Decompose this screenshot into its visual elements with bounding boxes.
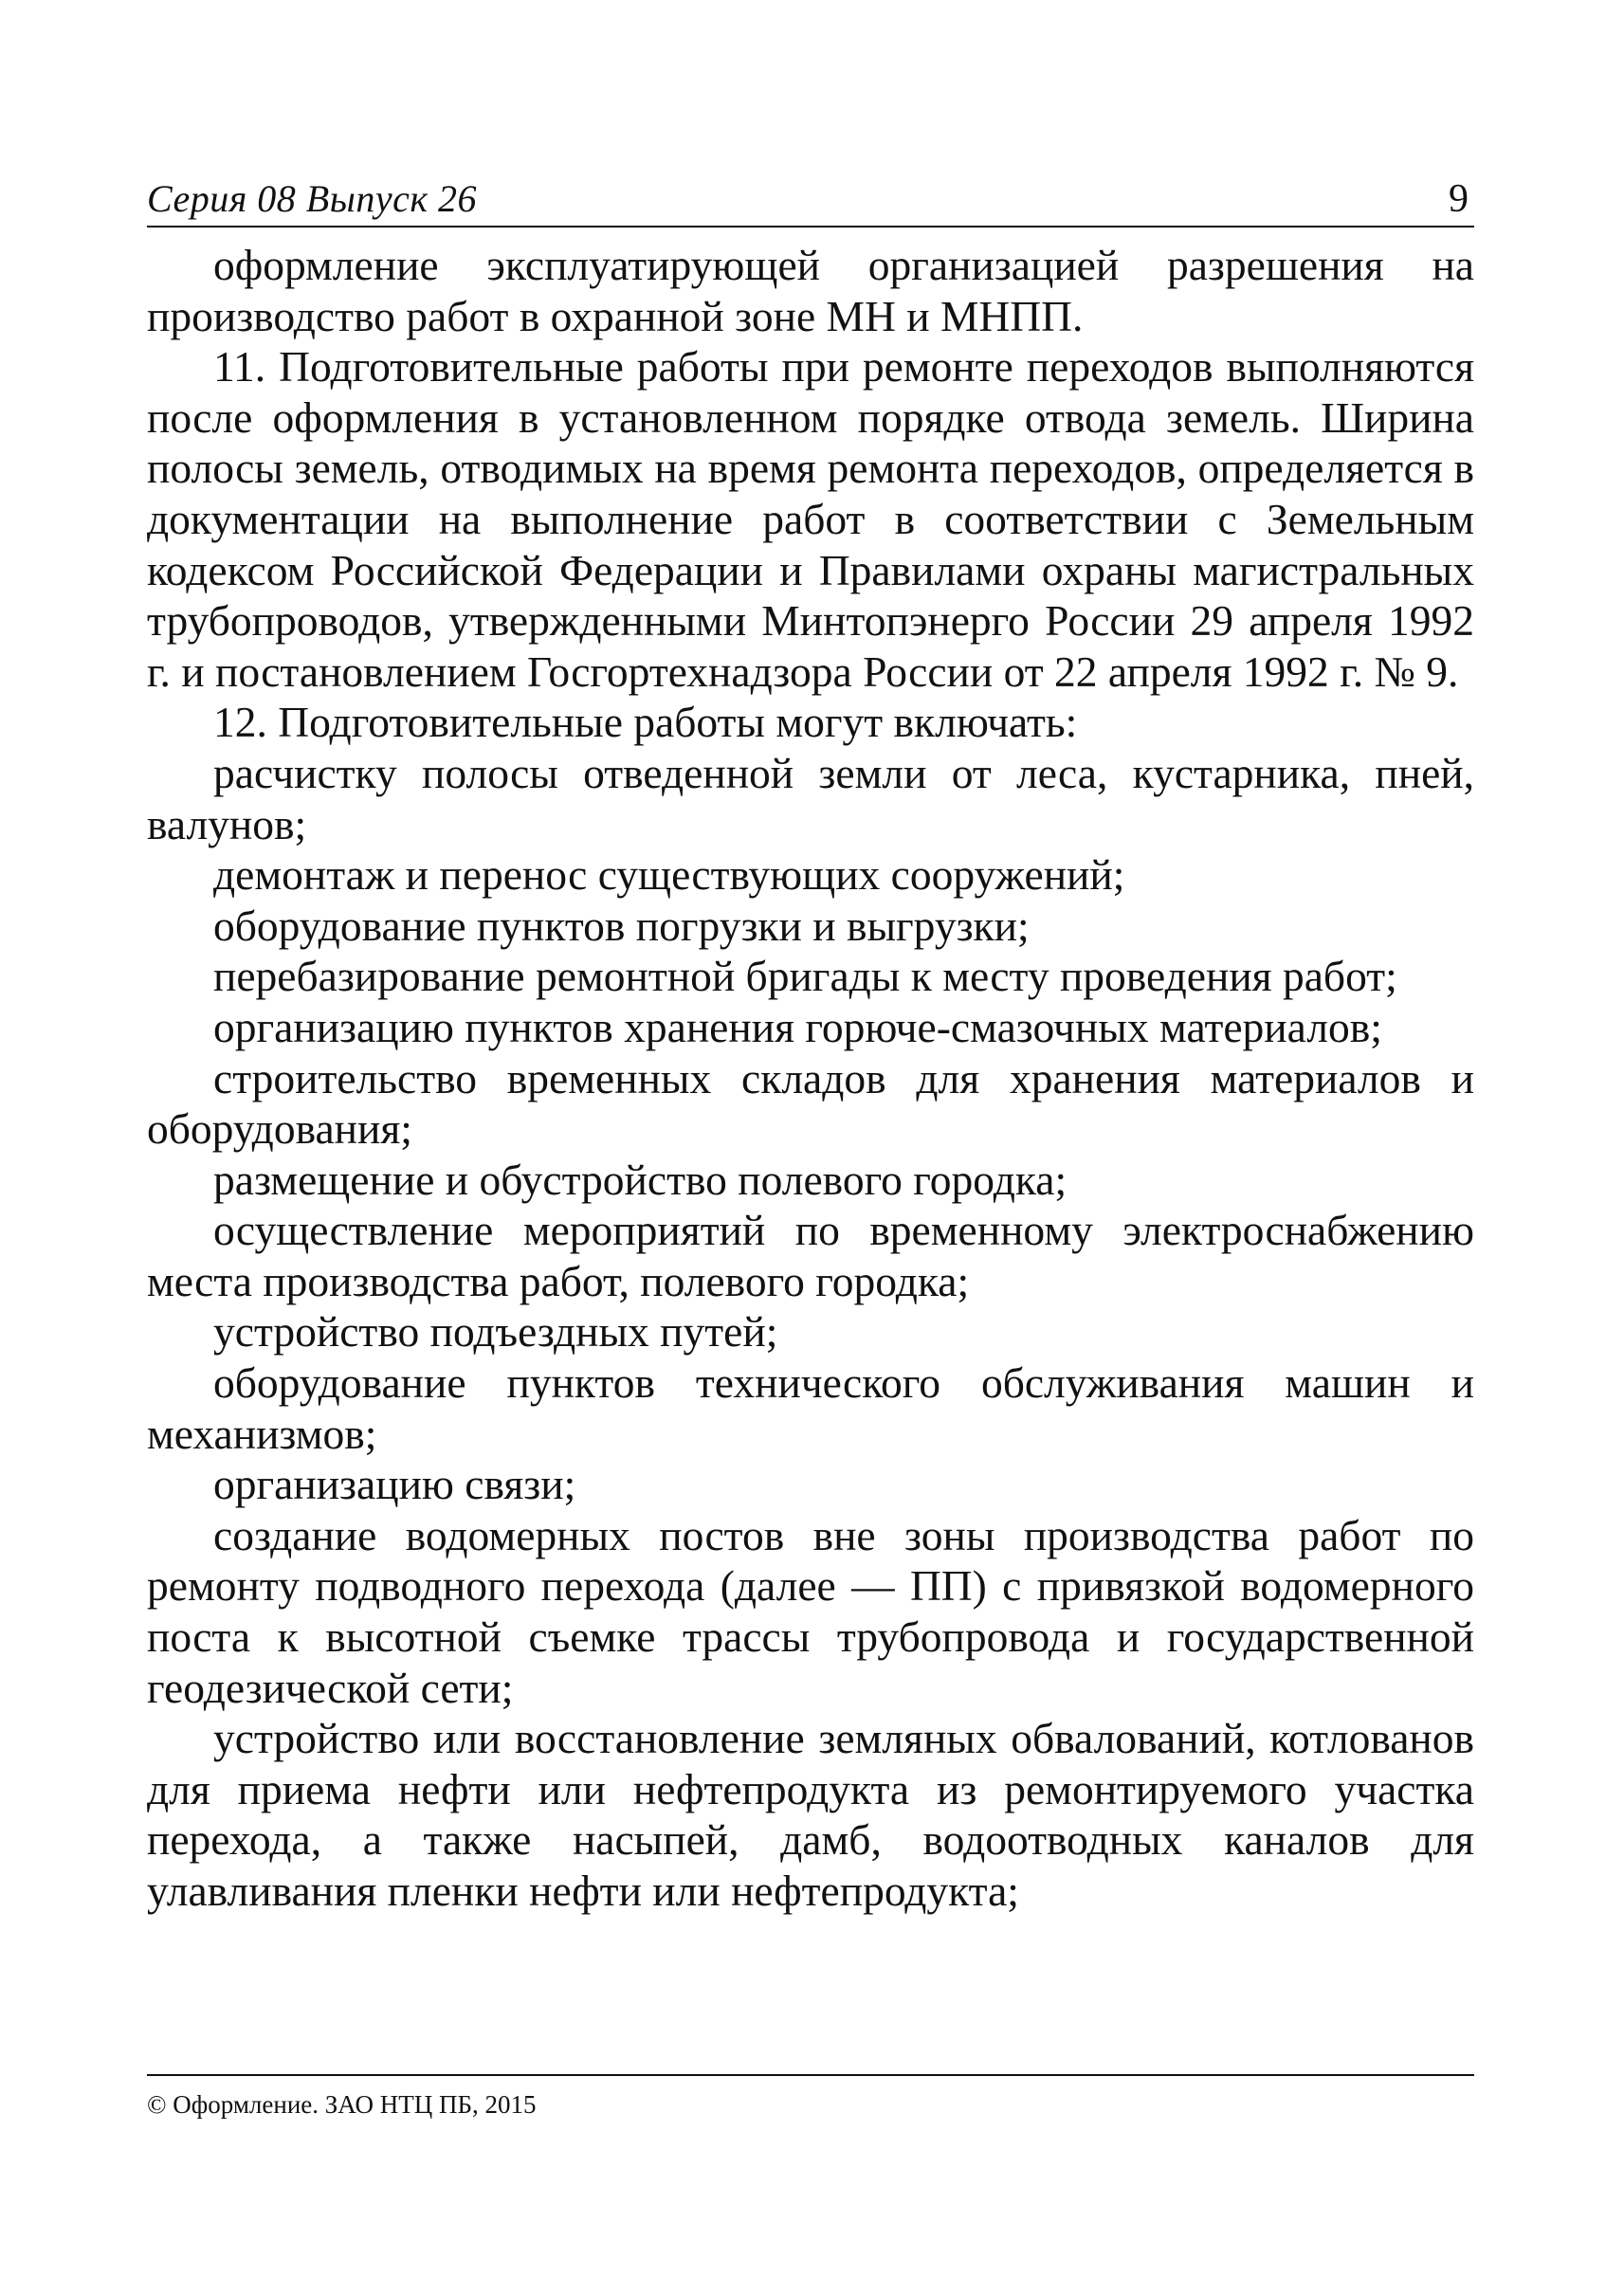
paragraph: создание водомерных постов вне зоны производства работ по ремонту подводного перехода (далее — ПП) с привязкой водомерного поста к высотной съемке трассы трубопровода и государственной геодезической сети; — [147, 1510, 1474, 1712]
series-title: Серия 08 Выпуск 26 — [147, 177, 478, 220]
copyright-notice: © Оформление. ЗАО НТЦ ПБ, 2015 — [147, 2090, 537, 2119]
document-body — [147, 240, 1474, 1917]
paragraph: оформление эксплуатирующей организацией разрешения на производство работ в охранной зоне МН и МНПП. — [147, 241, 1474, 340]
paragraph: устройство или восстановление земляных обвалований, котлованов для приема нефти или нефтепродукта из ремонтируемого участка перехода, а также насыпей, дамб, водоотводных каналов для улавливания пленки нефти или нефтепродукта; — [147, 1714, 1474, 1915]
paragraph: оборудование пунктов погрузки и выгрузки; — [213, 901, 1030, 950]
page-number: 9 — [1449, 177, 1469, 221]
paragraph: перебазирование ремонтной бригады к месту проведения работ; — [213, 952, 1397, 1001]
paragraph: устройство подъездных путей; — [213, 1307, 778, 1357]
paragraph: организацию пунктов хранения горюче-смазочных материалов; — [213, 1002, 1382, 1051]
page-footer — [147, 2074, 1474, 2119]
paragraph: строительство временных складов для хранения материалов и оборудования; — [147, 1053, 1474, 1154]
page-header — [147, 173, 1474, 228]
paragraph: демонтаж и перенос существующих сооружений; — [213, 850, 1125, 900]
paragraph: 12. Подготовительные работы могут включать: — [213, 698, 1078, 747]
paragraph: осуществление мероприятий по временному электроснабжению места производства работ, полевого городка; — [147, 1206, 1474, 1305]
paragraph: оборудование пунктов технического обслуживания машин и механизмов; — [147, 1358, 1474, 1458]
paragraph: расчистку полосы отведенной земли от леса, кустарника, пней, валунов; — [147, 748, 1474, 848]
paragraph: организацию связи; — [213, 1460, 576, 1509]
paragraph: размещение и обустройство полевого городка; — [213, 1155, 1067, 1204]
paragraph: 11. Подготовительные работы при ремонте переходов выполняются после оформления в установленном порядке отвода земель. Ширина полосы земель, отводимых на время ремонта переходов, определяется в документации на выполнение работ в соответствии с Земельным кодексом Российской Федерации и Правилами охраны магистральных трубопроводов, утвержденными Минтопэнерго России 29 апреля 1992 г. и постановлением Госгортехнадзора России от 22 апреля 1992 г. № 9. — [147, 342, 1474, 696]
